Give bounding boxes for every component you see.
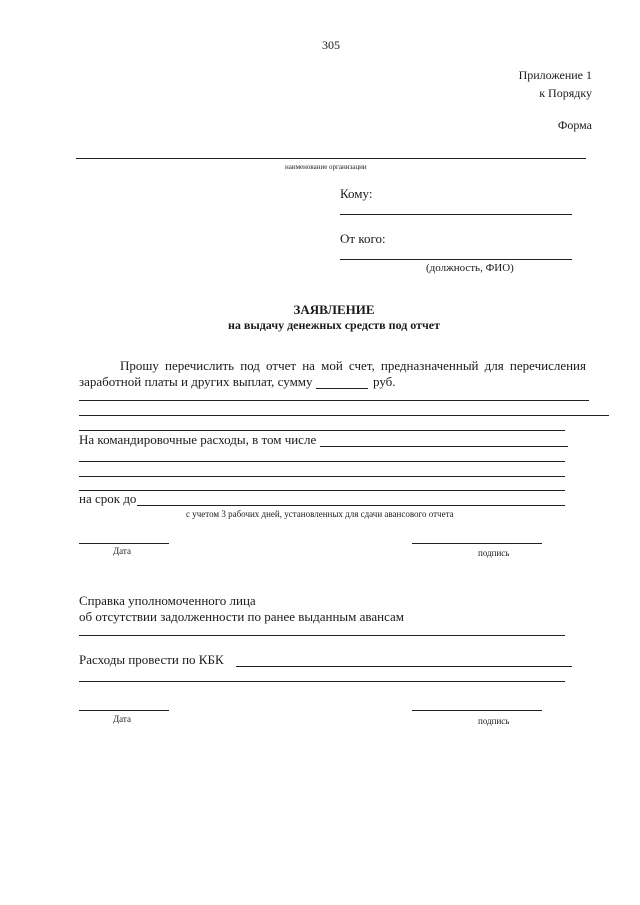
signature-line[interactable] — [412, 543, 542, 544]
travel-expenses-label: На командировочные расходы, в том числе — [79, 432, 317, 447]
blank-line — [79, 681, 565, 682]
document-title: ЗАЯВЛЕНИЕ — [293, 302, 375, 317]
amount-line[interactable] — [316, 388, 368, 389]
travel-expenses-line[interactable] — [320, 446, 568, 447]
date-line[interactable] — [79, 710, 169, 711]
appendix-line-2: к Порядку — [539, 86, 592, 100]
date-line[interactable] — [79, 543, 169, 544]
date-label: Дата — [113, 714, 131, 724]
organization-line — [76, 158, 586, 159]
certificate-line[interactable] — [79, 635, 565, 636]
appendix-line-1: Приложение 1 — [518, 68, 592, 82]
blank-line — [79, 490, 565, 491]
organization-caption: наименование организации — [285, 163, 367, 171]
signature-line[interactable] — [412, 710, 542, 711]
blank-line — [79, 415, 609, 416]
blank-line — [79, 476, 565, 477]
document-subtitle: на выдачу денежных средств под отчет — [227, 318, 441, 332]
blank-line — [79, 430, 565, 431]
request-line-1: Прошу перечислить под отчет на мой счет, предназначенный для перечисления — [120, 358, 586, 373]
form-label: Форма — [557, 118, 592, 132]
to-line — [340, 214, 572, 215]
blank-line — [79, 400, 589, 401]
request-line-2-end: руб. — [373, 374, 396, 389]
position-caption: (должность, ФИО) — [426, 262, 514, 274]
date-label: Дата — [113, 546, 131, 556]
blank-line — [79, 461, 565, 462]
signature-label: подпись — [478, 548, 510, 558]
term-caption: с учетом 3 рабочих дней, установленных для сдачи авансового отчета — [186, 509, 454, 519]
from-line — [340, 259, 572, 260]
kbk-label: Расходы провести по КБК — [79, 652, 224, 667]
term-label: на срок до — [79, 491, 137, 506]
kbk-line[interactable] — [236, 666, 572, 667]
certificate-line-2: об отсутствии задолженности по ранее выданным авансам — [79, 609, 405, 624]
signature-label: подпись — [478, 716, 510, 726]
term-line[interactable] — [137, 505, 565, 506]
from-label: От кого: — [340, 231, 386, 246]
page-number: 305 — [322, 38, 340, 52]
request-line-2-start: заработной платы и других выплат, сумму — [79, 374, 313, 389]
to-label: Кому: — [340, 186, 373, 201]
certificate-line-1: Справка уполномоченного лица — [79, 593, 256, 608]
